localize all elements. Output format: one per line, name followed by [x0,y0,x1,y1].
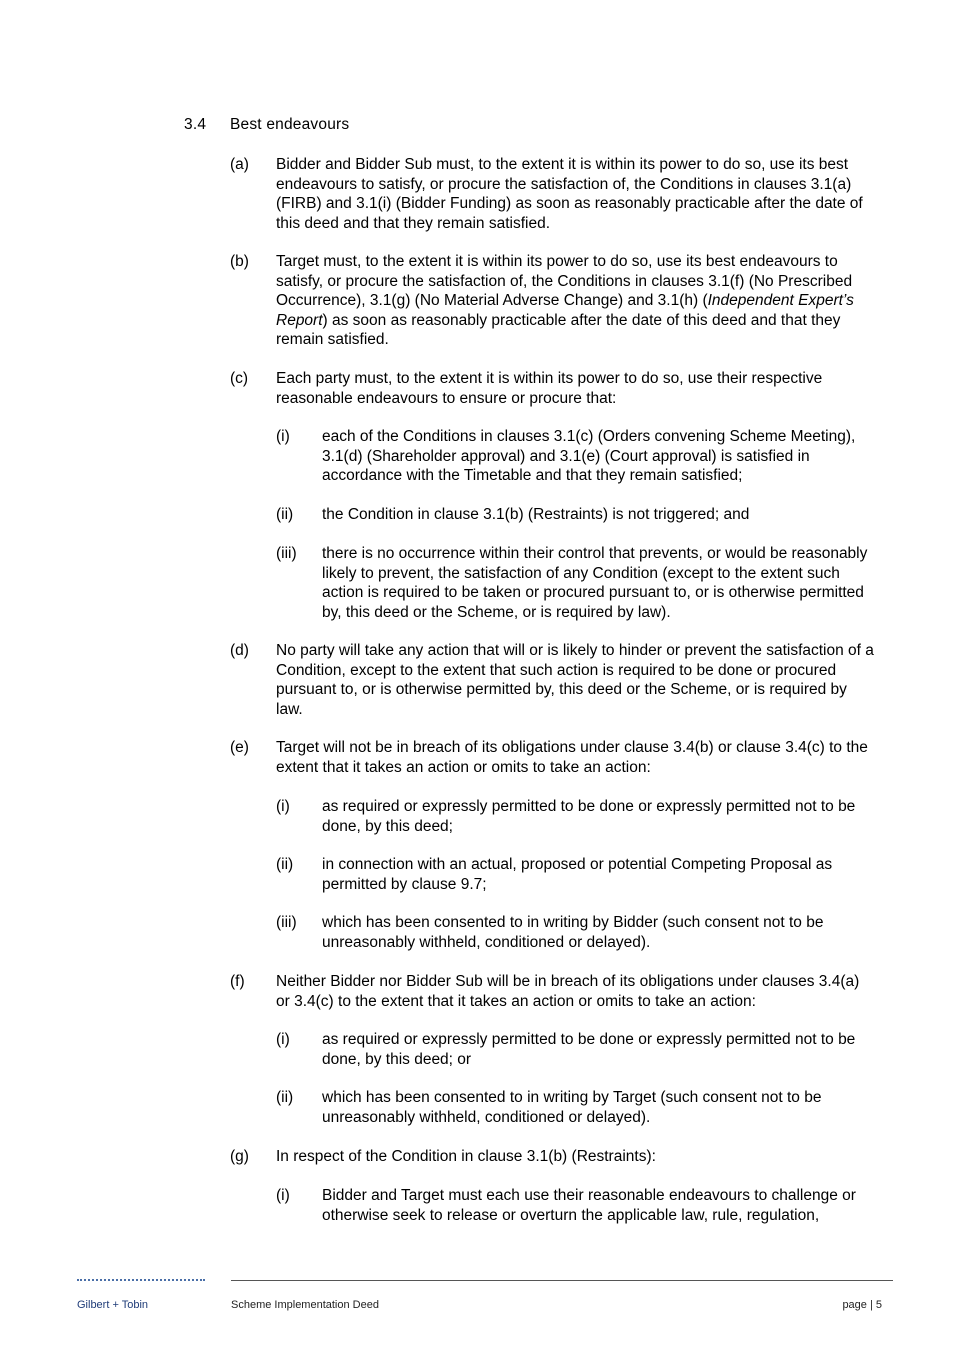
subclause-text: there is no occurrence within their control that prevents, or would be reasonably likely to prevent, the satisfaction of any Condition (except to the extent such action is required to be taken or procured pursuant to, or is otherwise permitted by, this deed or the Scheme, or is required by law). [322,545,868,621]
clause-label: (g) [230,1148,249,1165]
clause-text: In respect of the Condition in clause 3.1(b) (Restraints): [276,1148,656,1165]
subclause-text: the Condition in clause 3.1(b) (Restraints) is not triggered; and [322,506,750,523]
clause-text [276,252,874,350]
clause-label: (b) [230,253,249,270]
subclause-label: (i) [276,798,290,815]
section-title: Best endeavours [230,116,350,133]
clause-label: (a) [230,156,249,173]
subclause-label: (ii) [276,1089,294,1106]
clause-label: (c) [230,370,249,387]
section-number: 3.4 [184,116,207,133]
subclause-label: (iii) [276,545,297,562]
clause-text: No party will take any action that will or is likely to hinder or prevent the satisfaction of a Condition, except to the extent that such action is required to be done or procured pursuant to, or is otherwise permitted by, this deed or the Scheme, or is required by law. [276,642,874,718]
footer-dotted-rule [77,1279,205,1281]
footer-brand: Gilbert + Tobin [77,1299,149,1311]
clause-text: Target will not be in breach of its obligations under clause 3.4(b) or clause 3.4(c) to the extent that it takes an action or omits to take an action: [276,739,868,776]
footer-document-title: Scheme Implementation Deed [231,1299,379,1311]
clause-text-italic: Independent Expert’s Report [276,292,854,329]
subclause-text: as required or expressly permitted to be done or expressly permitted not to be done, by this deed; or [322,1031,856,1068]
clause-label: (e) [230,739,249,756]
clause-text: Bidder and Bidder Sub must, to the extent it is within its power to do so, use its best endeavours to satisfy, or procure the satisfaction of, the Conditions in clauses 3.1(a) (FIRB) and 3.1(i) (Bidder Funding) as soon as reasonably practicable after the date of this deed and that they remain satisfied. [276,156,863,232]
footer-page-number: page | 5 [842,1299,882,1311]
subclause-label: (i) [276,1031,290,1048]
subclause-label: (i) [276,428,290,445]
clause-text-part: Target must, to the extent it is within its power to do so, use its best endeavours to satisfy, or procure the satisfaction of, the Conditions in clauses 3.1(f) (No Prescribed Occurrence), 3.1(g) (No Material Adverse Change) and 3.1(h) ( [276,253,853,309]
subclause-label: (iii) [276,914,297,931]
clause-label: (d) [230,642,249,659]
clause-text: Each party must, to the extent it is within its power to do so, use their respective reasonable endeavours to ensure or procure that: [276,370,823,407]
subclause-label: (i) [276,1187,290,1204]
subclause-text: Bidder and Target must each use their reasonable endeavours to challenge or otherwise seek to release or overturn the applicable law, rule, regulation, [322,1187,856,1224]
subclause-text: each of the Conditions in clauses 3.1(c) (Orders convening Scheme Meeting), 3.1(d) (Shareholder approval) and 3.1(e) (Court approval) is satisfied in accordance with the Timetable and that they remain satisfied; [322,428,856,484]
subclause-text: as required or expressly permitted to be done or expressly permitted not to be done, by this deed; [322,798,856,835]
subclause-text: which has been consented to in writing by Target (such consent not to be unreasonably withheld, conditioned or delayed). [322,1089,822,1126]
subclause-text: which has been consented to in writing by Bidder (such consent not to be unreasonably withheld, conditioned or delayed). [322,914,824,951]
clause-label: (f) [230,973,245,990]
subclause-text: in connection with an actual, proposed or potential Competing Proposal as permitted by clause 9.7; [322,856,833,893]
subclause-label: (ii) [276,856,294,873]
clause-text-part: ) as soon as reasonably practicable after the date of this deed and that they remain satisfied. [276,311,841,348]
subclause-label: (ii) [276,506,294,523]
clause-text: Neither Bidder nor Bidder Sub will be in breach of its obligations under clauses 3.4(a) or 3.4(c) to the extent that it takes an action or omits to take an action: [276,973,860,1010]
footer-rule [231,1280,893,1281]
